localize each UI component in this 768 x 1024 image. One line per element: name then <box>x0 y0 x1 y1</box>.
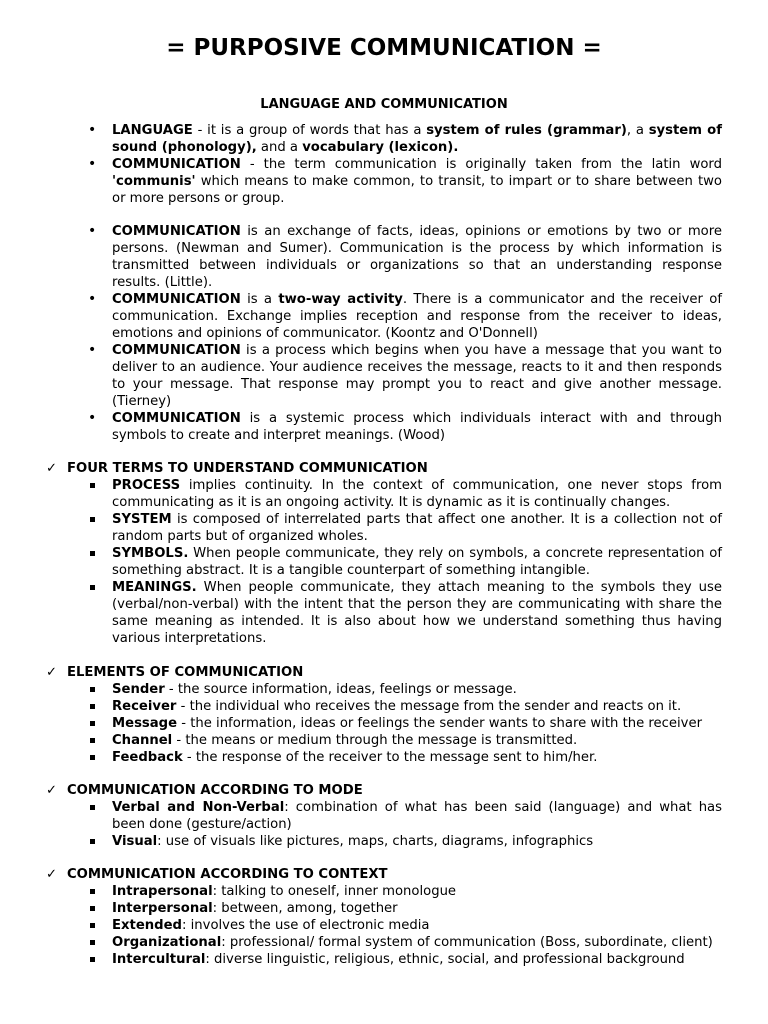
list-item: Sender - the source information, ideas, feelings or message. <box>0 681 768 698</box>
section-heading: ✓ COMMUNICATION ACCORDING TO CONTEXT <box>46 867 388 882</box>
list-item: Interpersonal: between, among, together <box>0 900 768 917</box>
list-item: MEANINGS. When people communicate, they attach meaning to the symbols they use (verbal/non-verbal) with the intent that the person they are communicating with share the same meaning as intended. It is also about how we understand something thus having various interpretations. <box>0 579 768 647</box>
list-item: Extended: involves the use of electronic media <box>0 917 768 934</box>
section-heading: ✓ ELEMENTS OF COMMUNICATION <box>46 665 304 680</box>
check-icon: ✓ <box>46 867 58 882</box>
check-icon: ✓ <box>46 783 58 798</box>
list-item: • COMMUNICATION - the term communication is originally taken from the latin word 'communis' which means to make common, to transit, to impart or to share between two or more persons or group. <box>0 156 768 207</box>
intro-list <box>0 122 768 207</box>
list-item: Intercultural: diverse linguistic, religious, ethnic, social, and professional background <box>0 951 768 968</box>
list-item: Receiver - the individual who receives the message from the sender and reacts on it. <box>0 698 768 715</box>
context-list <box>0 883 768 968</box>
section-mode <box>0 782 768 850</box>
list-item: • LANGUAGE - it is a group of words that has a system of rules (grammar), a system of sound (phonology), and a vocabulary (lexicon). <box>0 122 768 156</box>
list-item: • COMMUNICATION is a two-way activity. There is a communicator and the receiver of communication. Exchange implies reception and response from the receiver to ideas, emotions and opinions of communicator. (Koontz and O'Donnell) <box>0 291 768 342</box>
section-four-terms <box>0 460 768 647</box>
check-icon: ✓ <box>46 461 58 476</box>
list-item: • COMMUNICATION is a process which begins when you have a message that you want to deliver to an audience. Your audience receives the message, reacts to it and then responds to your message. That response may prompt you to react and give another message. (Tierney) <box>0 342 768 410</box>
list-item: Message - the information, ideas or feelings the sender wants to share with the receiver <box>0 715 768 732</box>
mode-list <box>0 799 768 850</box>
list-item: Intrapersonal: talking to oneself, inner monologue <box>0 883 768 900</box>
list-item: SYSTEM is composed of interrelated parts that affect one another. It is a collection not of random parts but of organized wholes. <box>0 511 768 545</box>
list-item: Visual: use of visuals like pictures, maps, charts, diagrams, infographics <box>0 833 768 850</box>
definitions-block <box>0 223 768 444</box>
elements-list <box>0 681 768 766</box>
check-icon: ✓ <box>46 665 58 680</box>
page-subtitle: LANGUAGE AND COMMUNICATION <box>260 97 508 112</box>
list-item: Organizational: professional/ formal system of communication (Boss, subordinate, client) <box>0 934 768 951</box>
list-item: Verbal and Non-Verbal: combination of what has been said (language) and what has been done (gesture/action) <box>0 799 768 833</box>
list-item: • COMMUNICATION is an exchange of facts, ideas, opinions or emotions by two or more persons. (Newman and Sumer). Communication is the process by which information is transmitted between individuals or organizations so that an understanding response results. (Little). <box>0 223 768 291</box>
list-item: Channel - the means or medium through the message is transmitted. <box>0 732 768 749</box>
list-item: Feedback - the response of the receiver to the message sent to him/her. <box>0 749 768 766</box>
four-terms-list <box>0 477 768 647</box>
definitions-list <box>0 223 768 444</box>
section-elements <box>0 664 768 766</box>
page-title: = PURPOSIVE COMMUNICATION = <box>166 35 602 61</box>
list-item: PROCESS implies continuity. In the context of communication, one never stops from communicating as it is an ongoing activity. It is dynamic as it is continually changes. <box>0 477 768 511</box>
section-heading: ✓ FOUR TERMS TO UNDERSTAND COMMUNICATION <box>46 461 428 476</box>
list-item: SYMBOLS. When people communicate, they rely on symbols, a concrete representation of something abstract. It is a tangible counterpart of something intangible. <box>0 545 768 579</box>
section-context <box>0 866 768 968</box>
intro-block <box>0 122 768 207</box>
section-heading: ✓ COMMUNICATION ACCORDING TO MODE <box>46 783 363 798</box>
list-item: • COMMUNICATION is a systemic process which individuals interact with and through symbols to create and interpret meanings. (Wood) <box>0 410 768 444</box>
